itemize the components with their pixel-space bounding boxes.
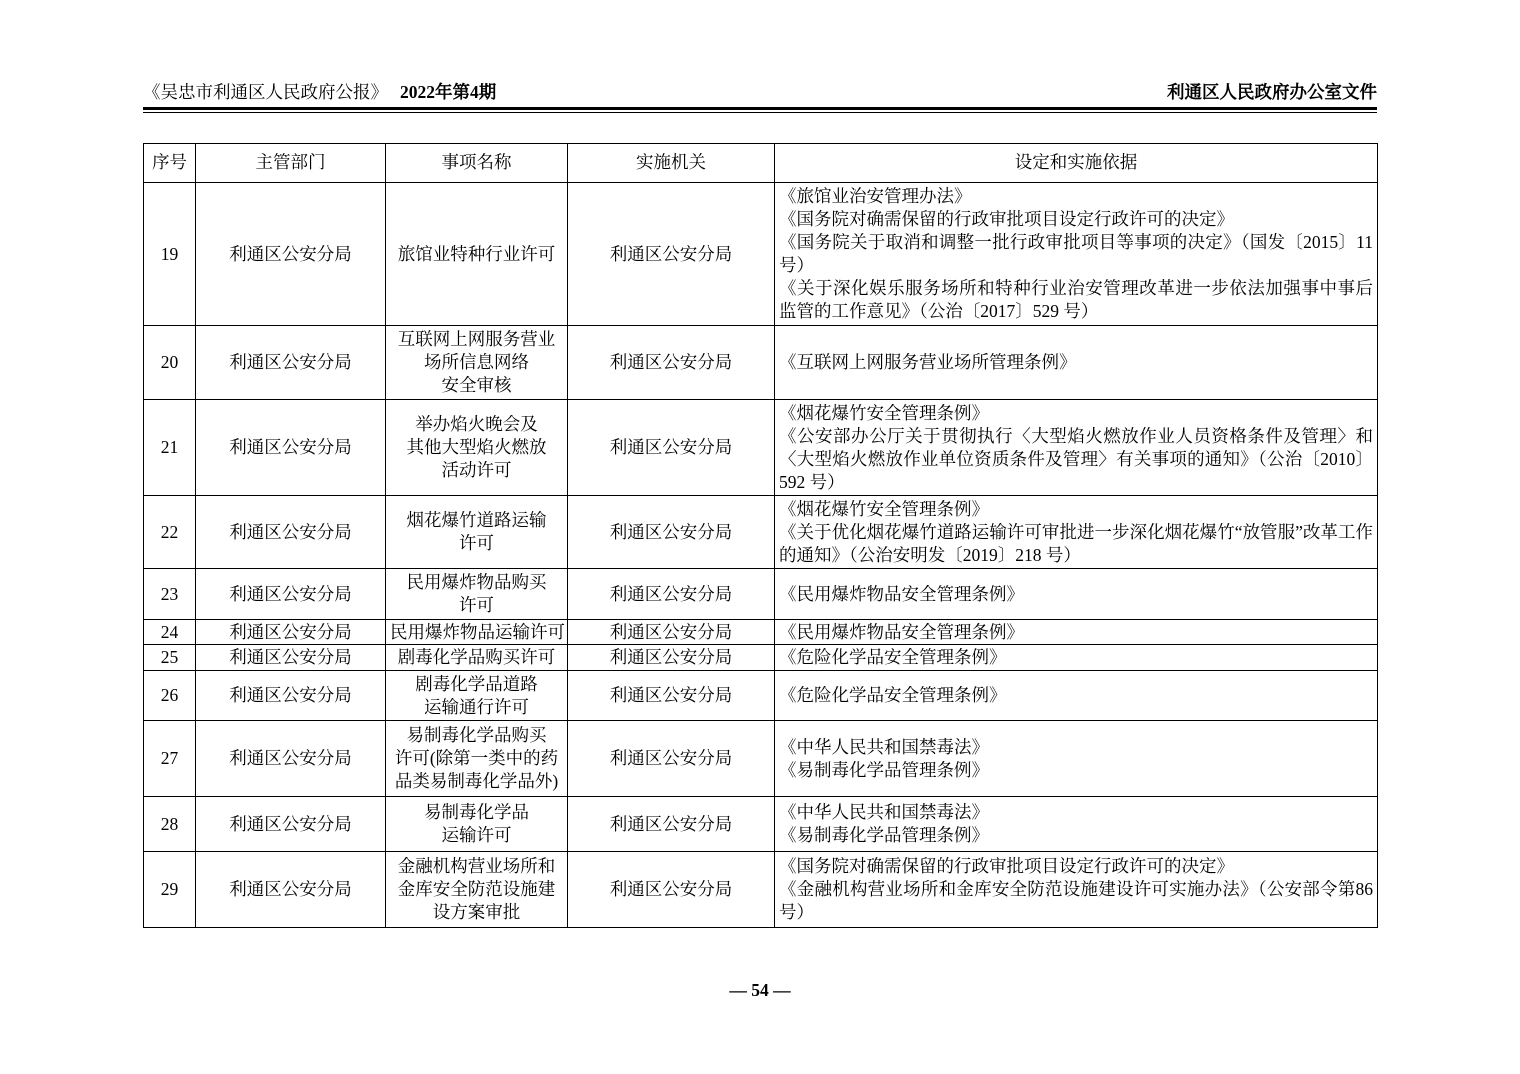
row-number-cell: 19: [144, 183, 196, 326]
item-name-cell: 金融机构营业场所和 金库安全防范设施建 设方案审批: [386, 852, 568, 928]
row-number-cell: 22: [144, 496, 196, 569]
row-number-cell: 26: [144, 671, 196, 721]
table-row: [144, 645, 1378, 671]
basis-line: 《易制毒化学品管理条例》: [779, 759, 989, 780]
table-row: [144, 671, 1378, 721]
department-cell: 利通区公安分局: [196, 645, 386, 671]
basis-line: 《金融机构营业场所和金库安全防范设施建设许可实施办法》（公安部令第86 号）: [779, 879, 1373, 922]
basis-line: 《民用爆炸物品安全管理条例》: [779, 621, 1024, 642]
row-number-cell: 21: [144, 400, 196, 496]
table-row: [144, 326, 1378, 400]
table-row: [144, 852, 1378, 928]
item-name-cell: 举办焰火晚会及 其他大型焰火燃放 活动许可: [386, 400, 568, 496]
basis-line: 《国务院关于取消和调整一批行政审批项目等事项的决定》（国发〔2015〕11 号）: [779, 232, 1373, 275]
department-cell: 利通区公安分局: [196, 496, 386, 569]
basis-line: 《国务院对确需保留的行政审批项目设定行政许可的决定》: [779, 856, 1234, 876]
row-number-cell: 25: [144, 645, 196, 671]
item-name-cell: 剧毒化学品购买许可: [386, 645, 568, 671]
header-left: [143, 80, 496, 104]
item-name-cell: 民用爆炸物品运输许可: [386, 620, 568, 645]
gazette-title: 《吴忠市利通区人民政府公报》: [143, 82, 388, 102]
basis-line: 《旅馆业治安管理办法》: [779, 186, 972, 206]
department-cell: 利通区公安分局: [196, 852, 386, 928]
agency-cell: 利通区公安分局: [568, 721, 775, 797]
header-rule-thin: [143, 112, 1377, 113]
table-row: [144, 620, 1378, 645]
item-name-cell: 易制毒化学品购买 许可(除第一类中的药 品类易制毒化学品外): [386, 721, 568, 797]
column-header-agency: 实施机关: [568, 144, 775, 183]
agency-cell: 利通区公安分局: [568, 400, 775, 496]
basis-cell: [775, 721, 1378, 797]
header-rule-thick: [143, 107, 1377, 110]
column-header-department: 主管部门: [196, 144, 386, 183]
table-row: [144, 183, 1378, 326]
department-cell: 利通区公安分局: [196, 797, 386, 852]
department-cell: 利通区公安分局: [196, 721, 386, 797]
agency-cell: 利通区公安分局: [568, 645, 775, 671]
basis-cell: [775, 620, 1378, 645]
basis-line: 《关于优化烟花爆竹道路运输许可审批进一步深化烟花爆竹“放管服”改革工作的通知》（公治安明发〔2019〕218 号）: [779, 521, 1373, 565]
basis-line: 《互联网上网服务营业场所管理条例》: [779, 352, 1077, 372]
table-row: [144, 569, 1378, 620]
department-cell: 利通区公安分局: [196, 183, 386, 326]
basis-cell: [775, 852, 1378, 928]
table-row: [144, 496, 1378, 569]
approval-items-table: [143, 143, 1378, 928]
basis-line: 《中华人民共和国禁毒法》: [779, 736, 989, 757]
basis-cell: [775, 183, 1378, 326]
item-name-cell: 烟花爆竹道路运输 许可: [386, 496, 568, 569]
agency-cell: 利通区公安分局: [568, 326, 775, 400]
basis-line: 《国务院对确需保留的行政审批项目设定行政许可的决定》: [779, 209, 1234, 229]
page-number: — 54 —: [729, 980, 791, 1000]
agency-cell: 利通区公安分局: [568, 496, 775, 569]
table-row: [144, 400, 1378, 496]
department-cell: 利通区公安分局: [196, 400, 386, 496]
table-row: [144, 721, 1378, 797]
row-number-cell: 24: [144, 620, 196, 645]
row-number-cell: 23: [144, 569, 196, 620]
basis-line: 《危险化学品安全管理条例》: [779, 685, 1007, 705]
item-name-cell: 民用爆炸物品购买 许可: [386, 569, 568, 620]
agency-cell: 利通区公安分局: [568, 183, 775, 326]
item-name-cell: 剧毒化学品道路 运输通行许可: [386, 671, 568, 721]
column-header-no: 序号: [144, 144, 196, 183]
basis-line: 《中华人民共和国禁毒法》: [779, 802, 989, 822]
agency-cell: 利通区公安分局: [568, 569, 775, 620]
row-number-cell: 29: [144, 852, 196, 928]
row-number-cell: 20: [144, 326, 196, 400]
item-name-cell: 旅馆业特种行业许可: [386, 183, 568, 326]
office-document-title: 利通区人民政府办公室文件: [1167, 82, 1377, 102]
agency-cell: 利通区公安分局: [568, 852, 775, 928]
basis-line: 《易制毒化学品管理条例》: [779, 825, 989, 845]
agency-cell: 利通区公安分局: [568, 797, 775, 852]
column-header-basis: 设定和实施依据: [775, 144, 1378, 183]
basis-line: 《烟花爆竹安全管理条例》: [779, 498, 989, 519]
basis-line: 《关于深化娱乐服务场所和特种行业治安管理改革进一步依法加强事中事后监管的工作意见》（公治〔2017〕529 号）: [779, 278, 1373, 321]
department-cell: 利通区公安分局: [196, 620, 386, 645]
row-number-cell: 28: [144, 797, 196, 852]
department-cell: 利通区公安分局: [196, 671, 386, 721]
basis-cell: [775, 645, 1378, 671]
basis-line: 《危险化学品安全管理条例》: [779, 647, 1007, 667]
agency-cell: 利通区公安分局: [568, 620, 775, 645]
issue-label: 2022年第4期: [400, 82, 497, 102]
item-name-cell: 易制毒化学品 运输许可: [386, 797, 568, 852]
basis-line: 《公安部办公厅关于贯彻执行〈大型焰火燃放作业人员资格条件及管理〉和〈大型焰火燃放作业单位资质条件及管理〉有关事项的通知》（公治〔2010〕592 号）: [779, 425, 1373, 492]
basis-cell: [775, 326, 1378, 400]
basis-cell: [775, 797, 1378, 852]
table-header-row: [144, 144, 1378, 183]
agency-cell: 利通区公安分局: [568, 671, 775, 721]
column-header-item: 事项名称: [386, 144, 568, 183]
basis-line: 《民用爆炸物品安全管理条例》: [779, 583, 1024, 604]
basis-cell: [775, 671, 1378, 721]
row-number-cell: 27: [144, 721, 196, 797]
department-cell: 利通区公安分局: [196, 569, 386, 620]
page-header: [143, 80, 1377, 104]
basis-line: 《烟花爆竹安全管理条例》: [779, 402, 989, 423]
basis-cell: [775, 400, 1378, 496]
basis-cell: [775, 496, 1378, 569]
department-cell: 利通区公安分局: [196, 326, 386, 400]
item-name-cell: 互联网上网服务营业 场所信息网络 安全审核: [386, 326, 568, 400]
basis-cell: [775, 569, 1378, 620]
table-row: [144, 797, 1378, 852]
